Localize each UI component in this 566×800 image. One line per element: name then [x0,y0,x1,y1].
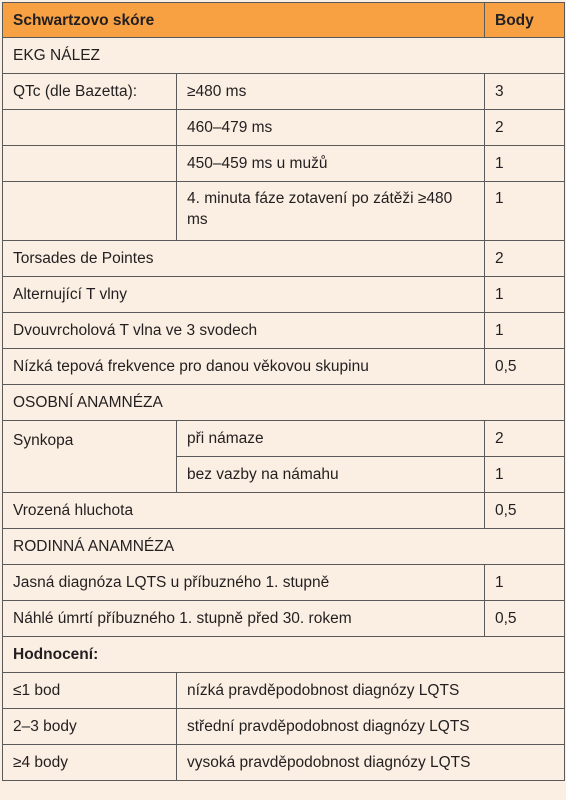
table-row [3,182,565,241]
criterion-cell: bez vazby na námahu [177,457,485,493]
criterion-cell: 4. minuta fáze zotavení po zátěži ≥480 ms [177,182,485,241]
criterion-cell: Náhlé úmrtí příbuzného 1. stupně před 30. rokem [3,601,485,637]
table-row [3,74,565,110]
table-row [3,745,565,781]
score-cell: ≥4 body [3,745,177,781]
points-cell: 0,5 [485,493,565,529]
qtc-label: QTc (dle Bazetta): [3,74,177,110]
table-row [3,241,565,277]
points-cell: 2 [485,421,565,457]
criterion-cell: Jasná diagnóza LQTS u příbuzného 1. stupně [3,565,485,601]
section-title-evaluation: Hodnocení: [3,637,565,673]
table-row [3,349,565,385]
empty-cell [3,110,177,146]
table-row [3,709,565,745]
score-cell: 2–3 body [3,709,177,745]
table-row [3,673,565,709]
schwartz-score-table [2,2,565,781]
score-cell: ≤1 bod [3,673,177,709]
points-cell: 0,5 [485,601,565,637]
empty-cell [3,182,177,241]
points-cell: 0,5 [485,349,565,385]
criterion-cell: Nízká tepová frekvence pro danou věkovou skupinu [3,349,485,385]
criterion-cell: Torsades de Pointes [3,241,485,277]
points-cell: 1 [485,146,565,182]
empty-cell [3,146,177,182]
section-row [3,38,565,74]
criterion-cell: Dvouvrcholová T vlna ve 3 svodech [3,313,485,349]
criterion-cell: ≥480 ms [177,74,485,110]
section-title-personal: OSOBNÍ ANAMNÉZA [3,385,565,421]
points-column-header: Body [485,3,565,38]
table-title: Schwartzovo skóre [3,3,485,38]
table-row [3,565,565,601]
table-row [3,601,565,637]
points-cell: 3 [485,74,565,110]
points-cell: 1 [485,565,565,601]
meaning-cell: nízká pravděpodobnost diagnózy LQTS [177,673,565,709]
criterion-cell: 460–479 ms [177,110,485,146]
criterion-cell: Alternující T vlny [3,277,485,313]
section-row [3,529,565,565]
points-cell: 2 [485,110,565,146]
criterion-cell: 450–459 ms u mužů [177,146,485,182]
criterion-cell: Vrozená hluchota [3,493,485,529]
section-row [3,385,565,421]
points-cell: 1 [485,457,565,493]
points-cell: 1 [485,277,565,313]
points-cell: 2 [485,241,565,277]
points-cell: 1 [485,182,565,241]
points-cell: 1 [485,313,565,349]
syncope-label: Synkopa [3,421,177,493]
table-row [3,110,565,146]
section-title-family: RODINNÁ ANAMNÉZA [3,529,565,565]
criterion-cell: při námaze [177,421,485,457]
section-title-ekg: EKG NÁLEZ [3,38,565,74]
table-row [3,277,565,313]
meaning-cell: střední pravděpodobnost diagnózy LQTS [177,709,565,745]
table-row [3,313,565,349]
table-row [3,146,565,182]
section-row [3,637,565,673]
meaning-cell: vysoká pravděpodobnost diagnózy LQTS [177,745,565,781]
table-row [3,493,565,529]
table-header-row [3,3,565,38]
table-row [3,421,565,457]
